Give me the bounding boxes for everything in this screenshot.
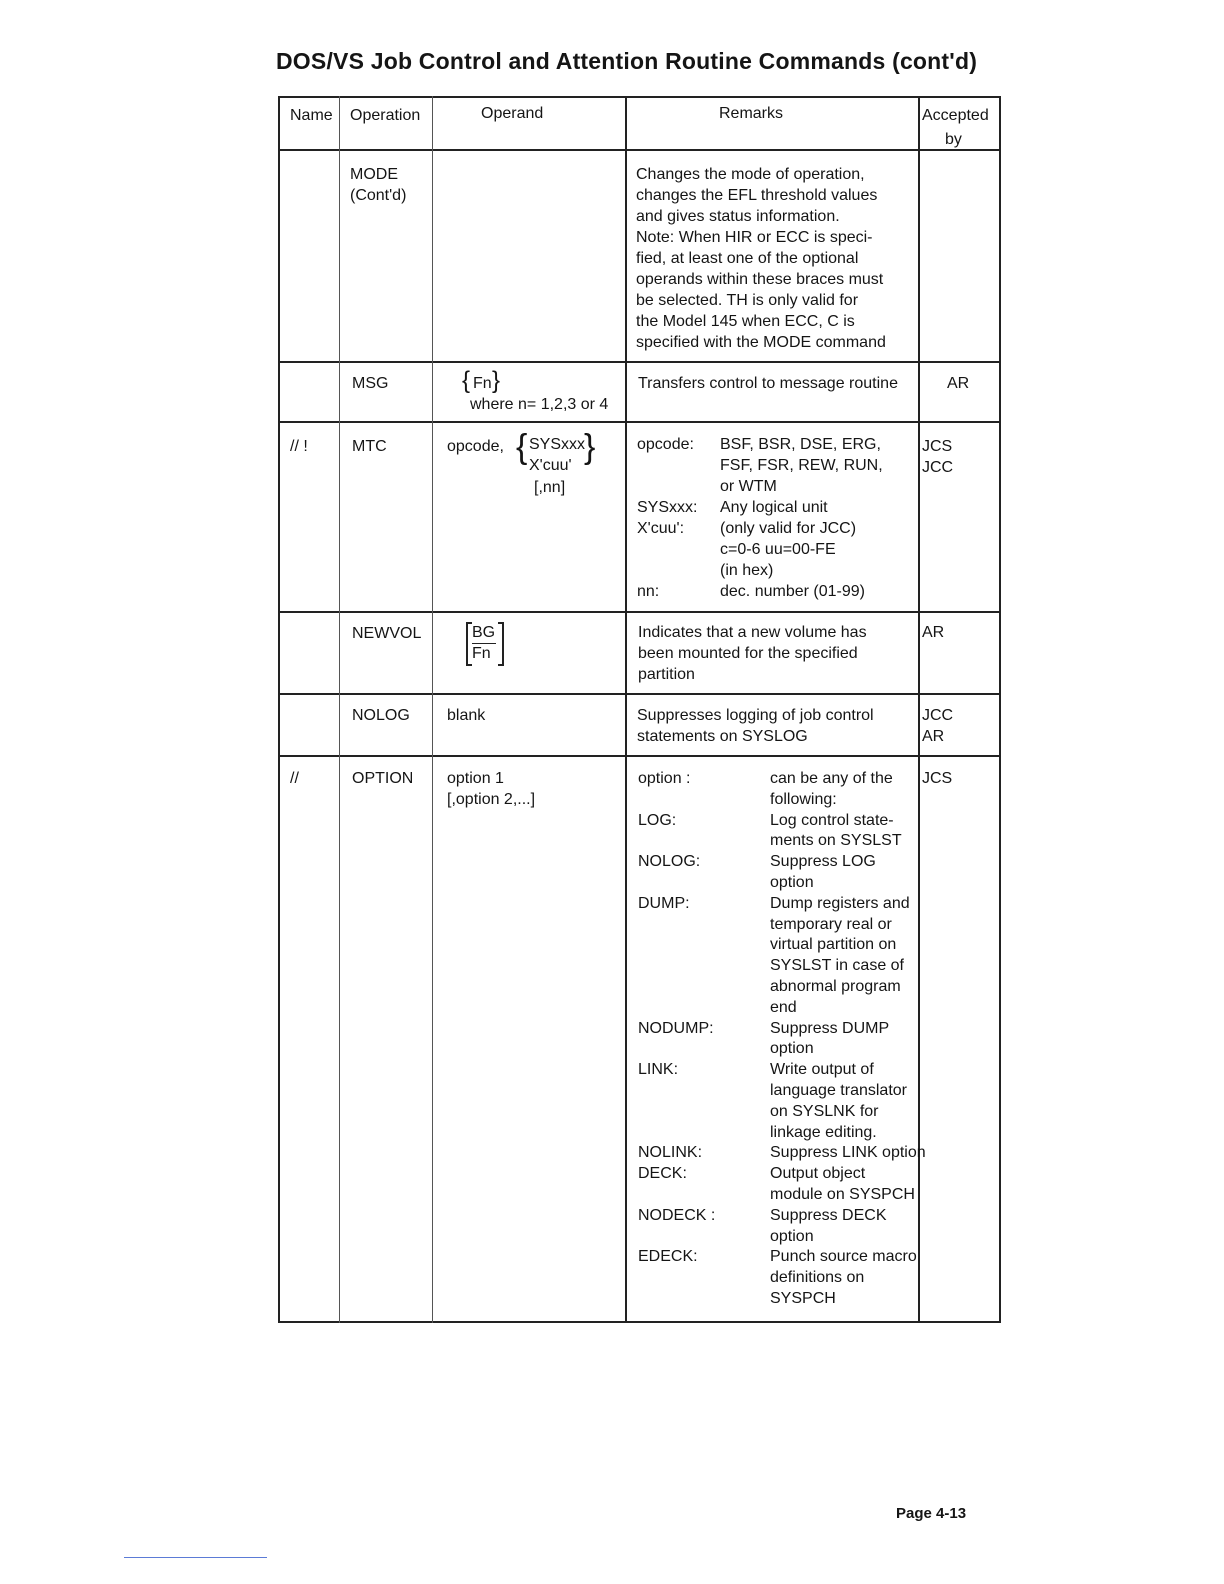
accepted-line: JCS: [922, 438, 953, 455]
remarks-line: be selected. TH is only valid for: [636, 292, 859, 309]
command-table: [278, 96, 1001, 1323]
remarks-line: Indicates that a new volume has: [638, 624, 867, 641]
row-mtc-name: // !: [290, 438, 308, 455]
row-rule: [278, 361, 1001, 363]
remark-value: Write output of: [770, 1061, 874, 1079]
operand-bracket: [466, 622, 504, 666]
remark-value: Log control state-: [770, 811, 894, 829]
row-nolog-operation: NOLOG: [352, 707, 410, 724]
remark-value: Suppress LINK option: [770, 1144, 926, 1162]
footer-rule: [124, 1557, 267, 1558]
remark-key: SYSxxx:: [637, 499, 698, 516]
remark-value: linkage editing.: [770, 1123, 877, 1141]
page-title: DOS/VS Job Control and Attention Routine Commands (cont'd): [276, 48, 978, 74]
page-number: Page 4-13: [896, 1505, 967, 1522]
remark-value: definitions on: [770, 1269, 865, 1287]
remark-value: on SYSLNK for: [770, 1102, 879, 1120]
row-mode-remarks: [636, 164, 886, 353]
remark-value: BSF, BSR, DSE, ERG,: [720, 436, 881, 453]
remark-key: LOG:: [638, 811, 677, 829]
operand-bg: BG: [472, 624, 496, 641]
row-msg-accepted: AR: [947, 375, 970, 392]
remark-value: or WTM: [720, 478, 777, 495]
row-rule: [278, 421, 1001, 423]
right-brace-icon: }: [584, 428, 596, 466]
remark-key: LINK:: [638, 1061, 679, 1079]
remark-value: (in hex): [720, 562, 774, 579]
operation-line: MODE: [350, 166, 398, 183]
remark-value: can be any of the: [770, 770, 893, 787]
remark-value: Dump registers and: [770, 894, 910, 912]
remark-value: temporary real or: [770, 915, 892, 933]
row-rule: [278, 693, 1001, 695]
accepted-line: JCC: [922, 459, 954, 476]
remarks-line: and gives status information.: [636, 208, 840, 225]
row-nolog-accepted: [922, 705, 953, 747]
row-newvol-operation: NEWVOL: [352, 625, 422, 642]
remark-value: option: [770, 1227, 814, 1245]
remark-key: DECK:: [638, 1165, 687, 1183]
accepted-line: JCC: [922, 707, 954, 724]
remarks-line: Note: When HIR or ECC is speci-: [636, 229, 873, 246]
remark-value: ments on SYSLST: [770, 832, 902, 850]
row-msg-operation: MSG: [352, 375, 389, 392]
remark-key: nn:: [637, 583, 660, 600]
bracket-corner: [498, 622, 504, 624]
right-brace-icon: }: [492, 367, 501, 394]
remark-value: option: [770, 1040, 814, 1058]
row-msg-operand-note: where n= 1,2,3 or 4: [470, 396, 609, 413]
operand-line: option 1: [447, 770, 504, 787]
remark-value: virtual partition on: [770, 936, 897, 954]
remark-key: NODUMP:: [638, 1019, 714, 1037]
row-option-accepted: JCS: [922, 770, 953, 787]
remarks-line: changes the EFL threshold values: [636, 187, 878, 204]
row-nolog-remarks: [637, 705, 874, 747]
remarks-line: the Model 145 when ECC, C is: [636, 313, 855, 330]
header-accepted-by: by: [945, 131, 962, 148]
accepted-line: AR: [922, 728, 945, 745]
remarks-line: been mounted for the specified: [638, 645, 858, 662]
remark-value: language translator: [770, 1082, 907, 1099]
operand-line: [,option 2,...]: [447, 791, 536, 808]
remark-value: SYSLST in case of: [770, 957, 904, 975]
remarks-line: operands within these braces must: [636, 271, 884, 288]
remark-value: module on SYSPCH: [770, 1186, 915, 1203]
column-rule: [339, 96, 340, 1323]
remark-value: abnormal program: [770, 978, 901, 995]
remarks-line: partition: [638, 666, 695, 683]
header-operation: Operation: [350, 107, 421, 124]
row-msg-remarks: Transfers control to message routine: [638, 375, 898, 392]
remark-value: Suppress DECK: [770, 1206, 887, 1224]
remark-key: NODECK :: [638, 1206, 716, 1224]
row-option-operation: OPTION: [352, 770, 414, 787]
remark-value: Output object: [770, 1165, 866, 1183]
table-right-rule: [999, 96, 1001, 1323]
row-mtc-operand-opcode: opcode,: [447, 438, 504, 455]
row-option-name: //: [290, 770, 299, 787]
remark-value: Any logical unit: [720, 499, 828, 516]
remark-value: (only valid for JCC): [720, 520, 857, 537]
row-mtc-accepted: [922, 436, 953, 478]
remark-key: X'cuu':: [637, 520, 685, 537]
remark-key: opcode:: [637, 436, 694, 453]
header-name: Name: [290, 107, 333, 124]
operand-fn: Fn: [472, 645, 491, 662]
header-operand: Operand: [481, 105, 544, 122]
header-accepted: Accepted: [922, 107, 989, 124]
left-brace-icon: {: [462, 367, 471, 394]
remark-key: EDECK:: [638, 1248, 698, 1266]
row-rule: [278, 755, 1001, 757]
row-mtc-operand-sysxxx: SYSxxx: [529, 436, 586, 453]
column-rule: [625, 96, 627, 1323]
row-nolog-operand: blank: [447, 707, 486, 724]
row-newvol-remarks: [638, 622, 867, 685]
remark-value: option: [770, 874, 814, 891]
remark-value: end: [770, 998, 797, 1016]
row-option-operand: [447, 768, 535, 810]
remark-value: following:: [770, 790, 837, 808]
remarks-line: Suppresses logging of job control: [637, 707, 874, 724]
bracket-corner: [498, 664, 504, 666]
remarks-line: fied, at least one of the optional: [636, 250, 859, 267]
column-rule: [918, 96, 920, 1323]
remarks-line: specified with the MODE command: [636, 334, 886, 351]
remark-key: DUMP:: [638, 894, 690, 912]
row-mtc-operand-xcuu: X'cuu': [529, 457, 572, 474]
column-rule: [432, 96, 433, 1323]
row-msg-operand: Fn: [473, 375, 492, 392]
operation-line: (Cont'd): [350, 187, 407, 204]
header-remarks: Remarks: [719, 105, 784, 122]
remark-value: Punch source macro: [770, 1248, 917, 1266]
remarks-line: statements on SYSLOG: [637, 728, 808, 745]
remarks-line: Changes the mode of operation,: [636, 166, 865, 183]
remark-value: c=0-6 uu=00-FE: [720, 541, 836, 558]
row-mtc-operand-nn: [,nn]: [534, 479, 566, 496]
row-rule: [278, 611, 1001, 613]
table-top-rule: [278, 96, 1001, 98]
left-brace-icon: {: [516, 428, 528, 466]
row-newvol-accepted: AR: [922, 624, 945, 641]
remark-value: FSF, FSR, REW, RUN,: [720, 457, 883, 474]
remark-key: NOLINK:: [638, 1144, 703, 1162]
remark-key: NOLOG:: [638, 853, 701, 871]
table-left-rule: [278, 96, 280, 1323]
header-rule: [278, 149, 1001, 151]
remark-value: Suppress DUMP: [770, 1019, 890, 1037]
row-mode-operation: [350, 164, 406, 206]
remark-value: SYSPCH: [770, 1290, 836, 1307]
row-mtc-operation: MTC: [352, 438, 387, 455]
table-bottom-rule: [278, 1321, 1001, 1323]
bracket-corner: [466, 664, 472, 666]
remark-value: dec. number (01-99): [720, 583, 865, 600]
remark-key: option :: [638, 770, 691, 787]
remark-value: Suppress LOG: [770, 853, 876, 871]
